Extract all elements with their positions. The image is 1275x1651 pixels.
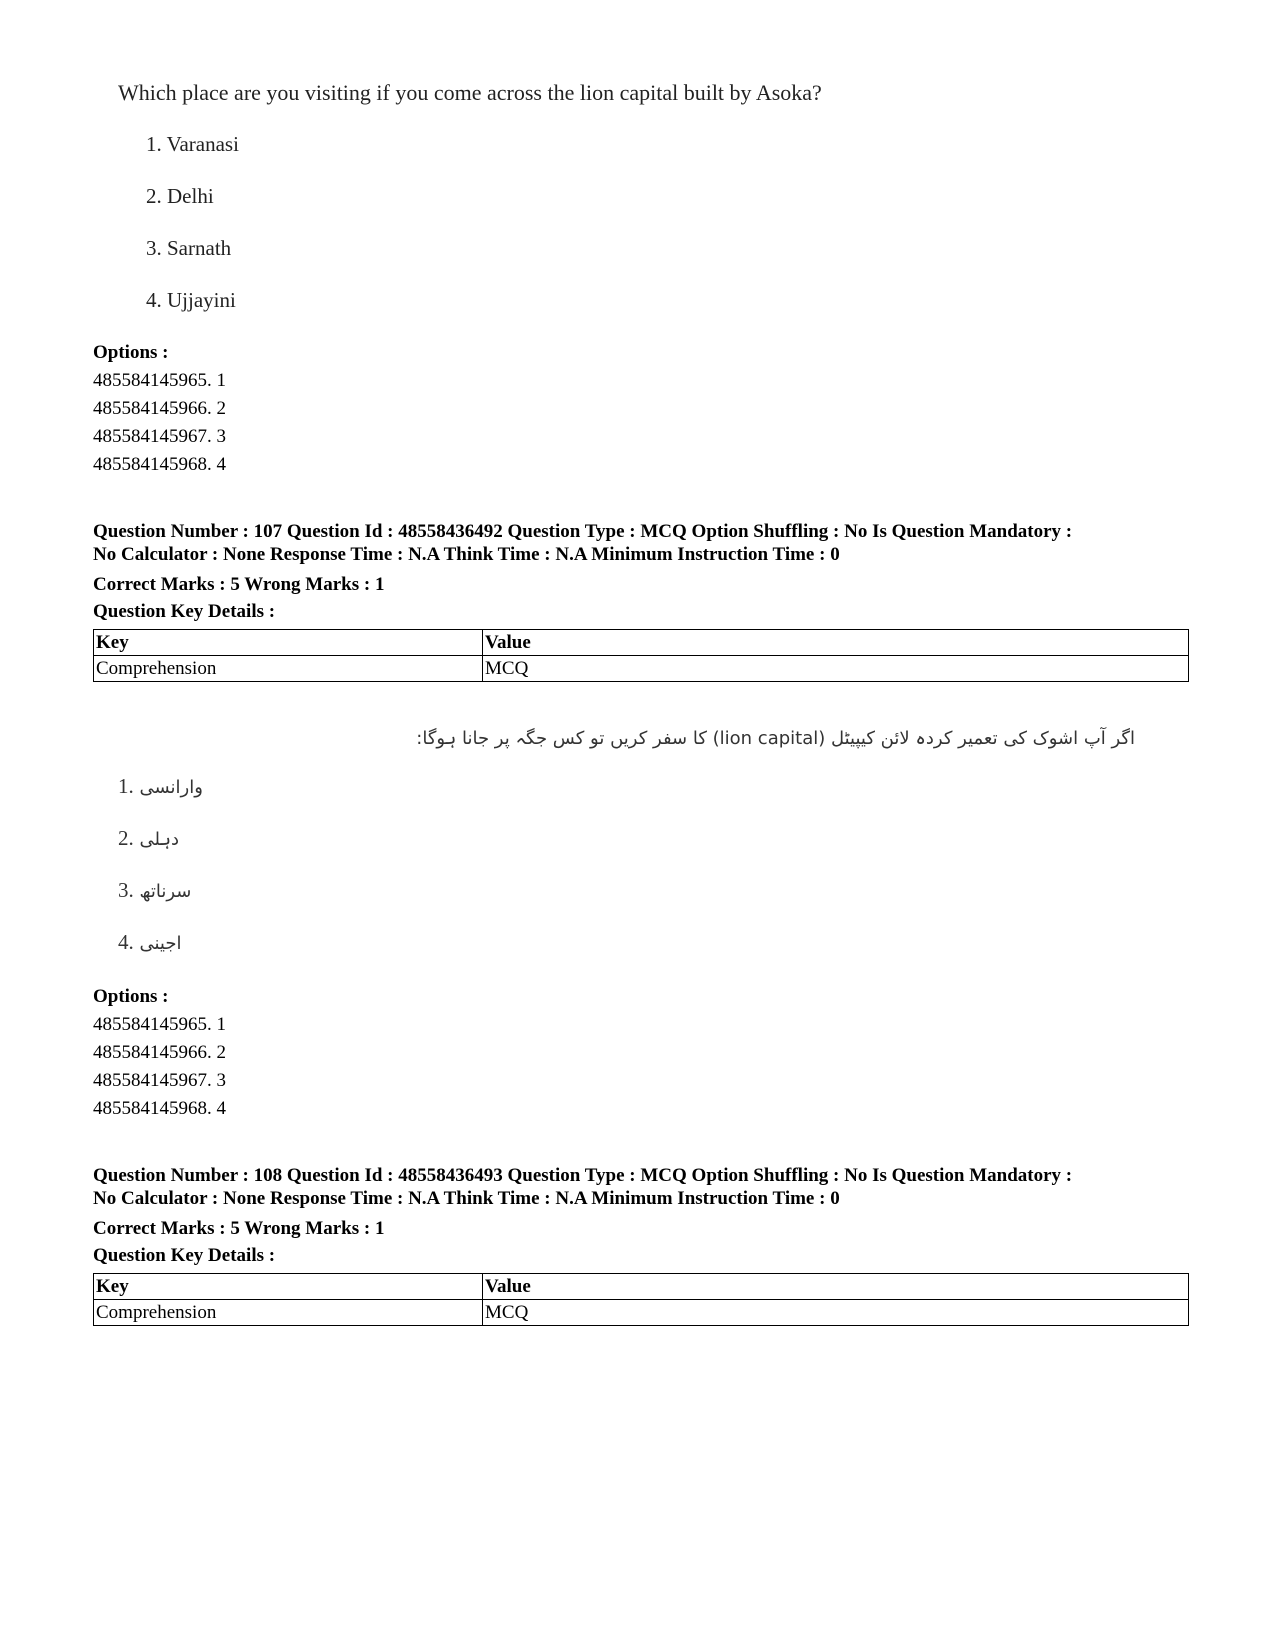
option-id-1: 485584145965. 1 [93,1014,226,1035]
meta-line-1: Question Number : 107 Question Id : 48558436492 Question Type : MCQ Option Shuffling : No Is Question Mandatory : [93,521,1073,542]
table-row [94,1300,1189,1326]
option-id-1: 485584145965. 1 [93,370,226,391]
table-cell-value: MCQ [483,656,1189,682]
choice-2: 2. Delhi [146,184,214,208]
question-meta [93,1164,1203,1210]
table-header-row [94,630,1189,656]
meta-line-2: No Calculator : None Response Time : N.A Think Time : N.A Minimum Instruction Time : 0 [93,1188,840,1209]
table-cell-key: Comprehension [94,1300,483,1326]
option-id-4: 485584145968. 4 [93,1098,226,1119]
option-id-4: 485584145968. 4 [93,454,226,475]
choice-text: سرناتھ [139,881,192,902]
table-row [94,656,1189,682]
choice-text: وارانسی [139,777,203,798]
choice-3: 3. Sarnath [146,236,232,260]
choice-urdu-1 [118,774,203,799]
question-text: Which place are you visiting if you come across the lion capital built by Asoka? [118,80,822,105]
marks: Correct Marks : 5 Wrong Marks : 1 [93,1218,385,1239]
option-id-2: 485584145966. 2 [93,1042,226,1063]
choice-number: 1. [118,774,134,798]
table-header-key: Key [94,1274,483,1300]
question-meta [93,520,1203,566]
meta-line-2: No Calculator : None Response Time : N.A Think Time : N.A Minimum Instruction Time : 0 [93,544,840,565]
key-details-label: Question Key Details : [93,601,276,622]
table-header-value: Value [483,630,1189,656]
key-details-label: Question Key Details : [93,1245,276,1266]
key-table [93,629,1189,682]
choice-text: دہلی [139,829,180,850]
choice-urdu-2 [118,826,179,851]
choice-text: اجینی [139,933,182,954]
options-label: Options : [93,342,169,363]
marks: Correct Marks : 5 Wrong Marks : 1 [93,574,385,595]
choice-number: 3. [118,878,134,902]
choice-1: 1. Varanasi [146,132,239,156]
option-id-2: 485584145966. 2 [93,398,226,419]
choice-number: 2. [118,826,134,850]
table-cell-value: MCQ [483,1300,1189,1326]
option-id-3: 485584145967. 3 [93,1070,226,1091]
choice-4: 4. Ujjayini [146,288,236,312]
choice-number: 4. [118,930,134,954]
key-table [93,1273,1189,1326]
option-id-3: 485584145967. 3 [93,426,226,447]
table-header-row [94,1274,1189,1300]
choice-urdu-4 [118,930,181,955]
choice-urdu-3 [118,878,191,903]
meta-line-1: Question Number : 108 Question Id : 48558436493 Question Type : MCQ Option Shuffling : No Is Question Mandatory : [93,1165,1073,1186]
table-cell-key: Comprehension [94,656,483,682]
options-label: Options : [93,986,169,1007]
table-header-value: Value [483,1274,1189,1300]
table-header-key: Key [94,630,483,656]
question-text-urdu: اگر آپ اشوک کی تعمیر کردہ لائن کیپیٹل (lion capital) کا سفر کریں تو کس جگہ پر جانا ہوگا: [416,728,1135,749]
